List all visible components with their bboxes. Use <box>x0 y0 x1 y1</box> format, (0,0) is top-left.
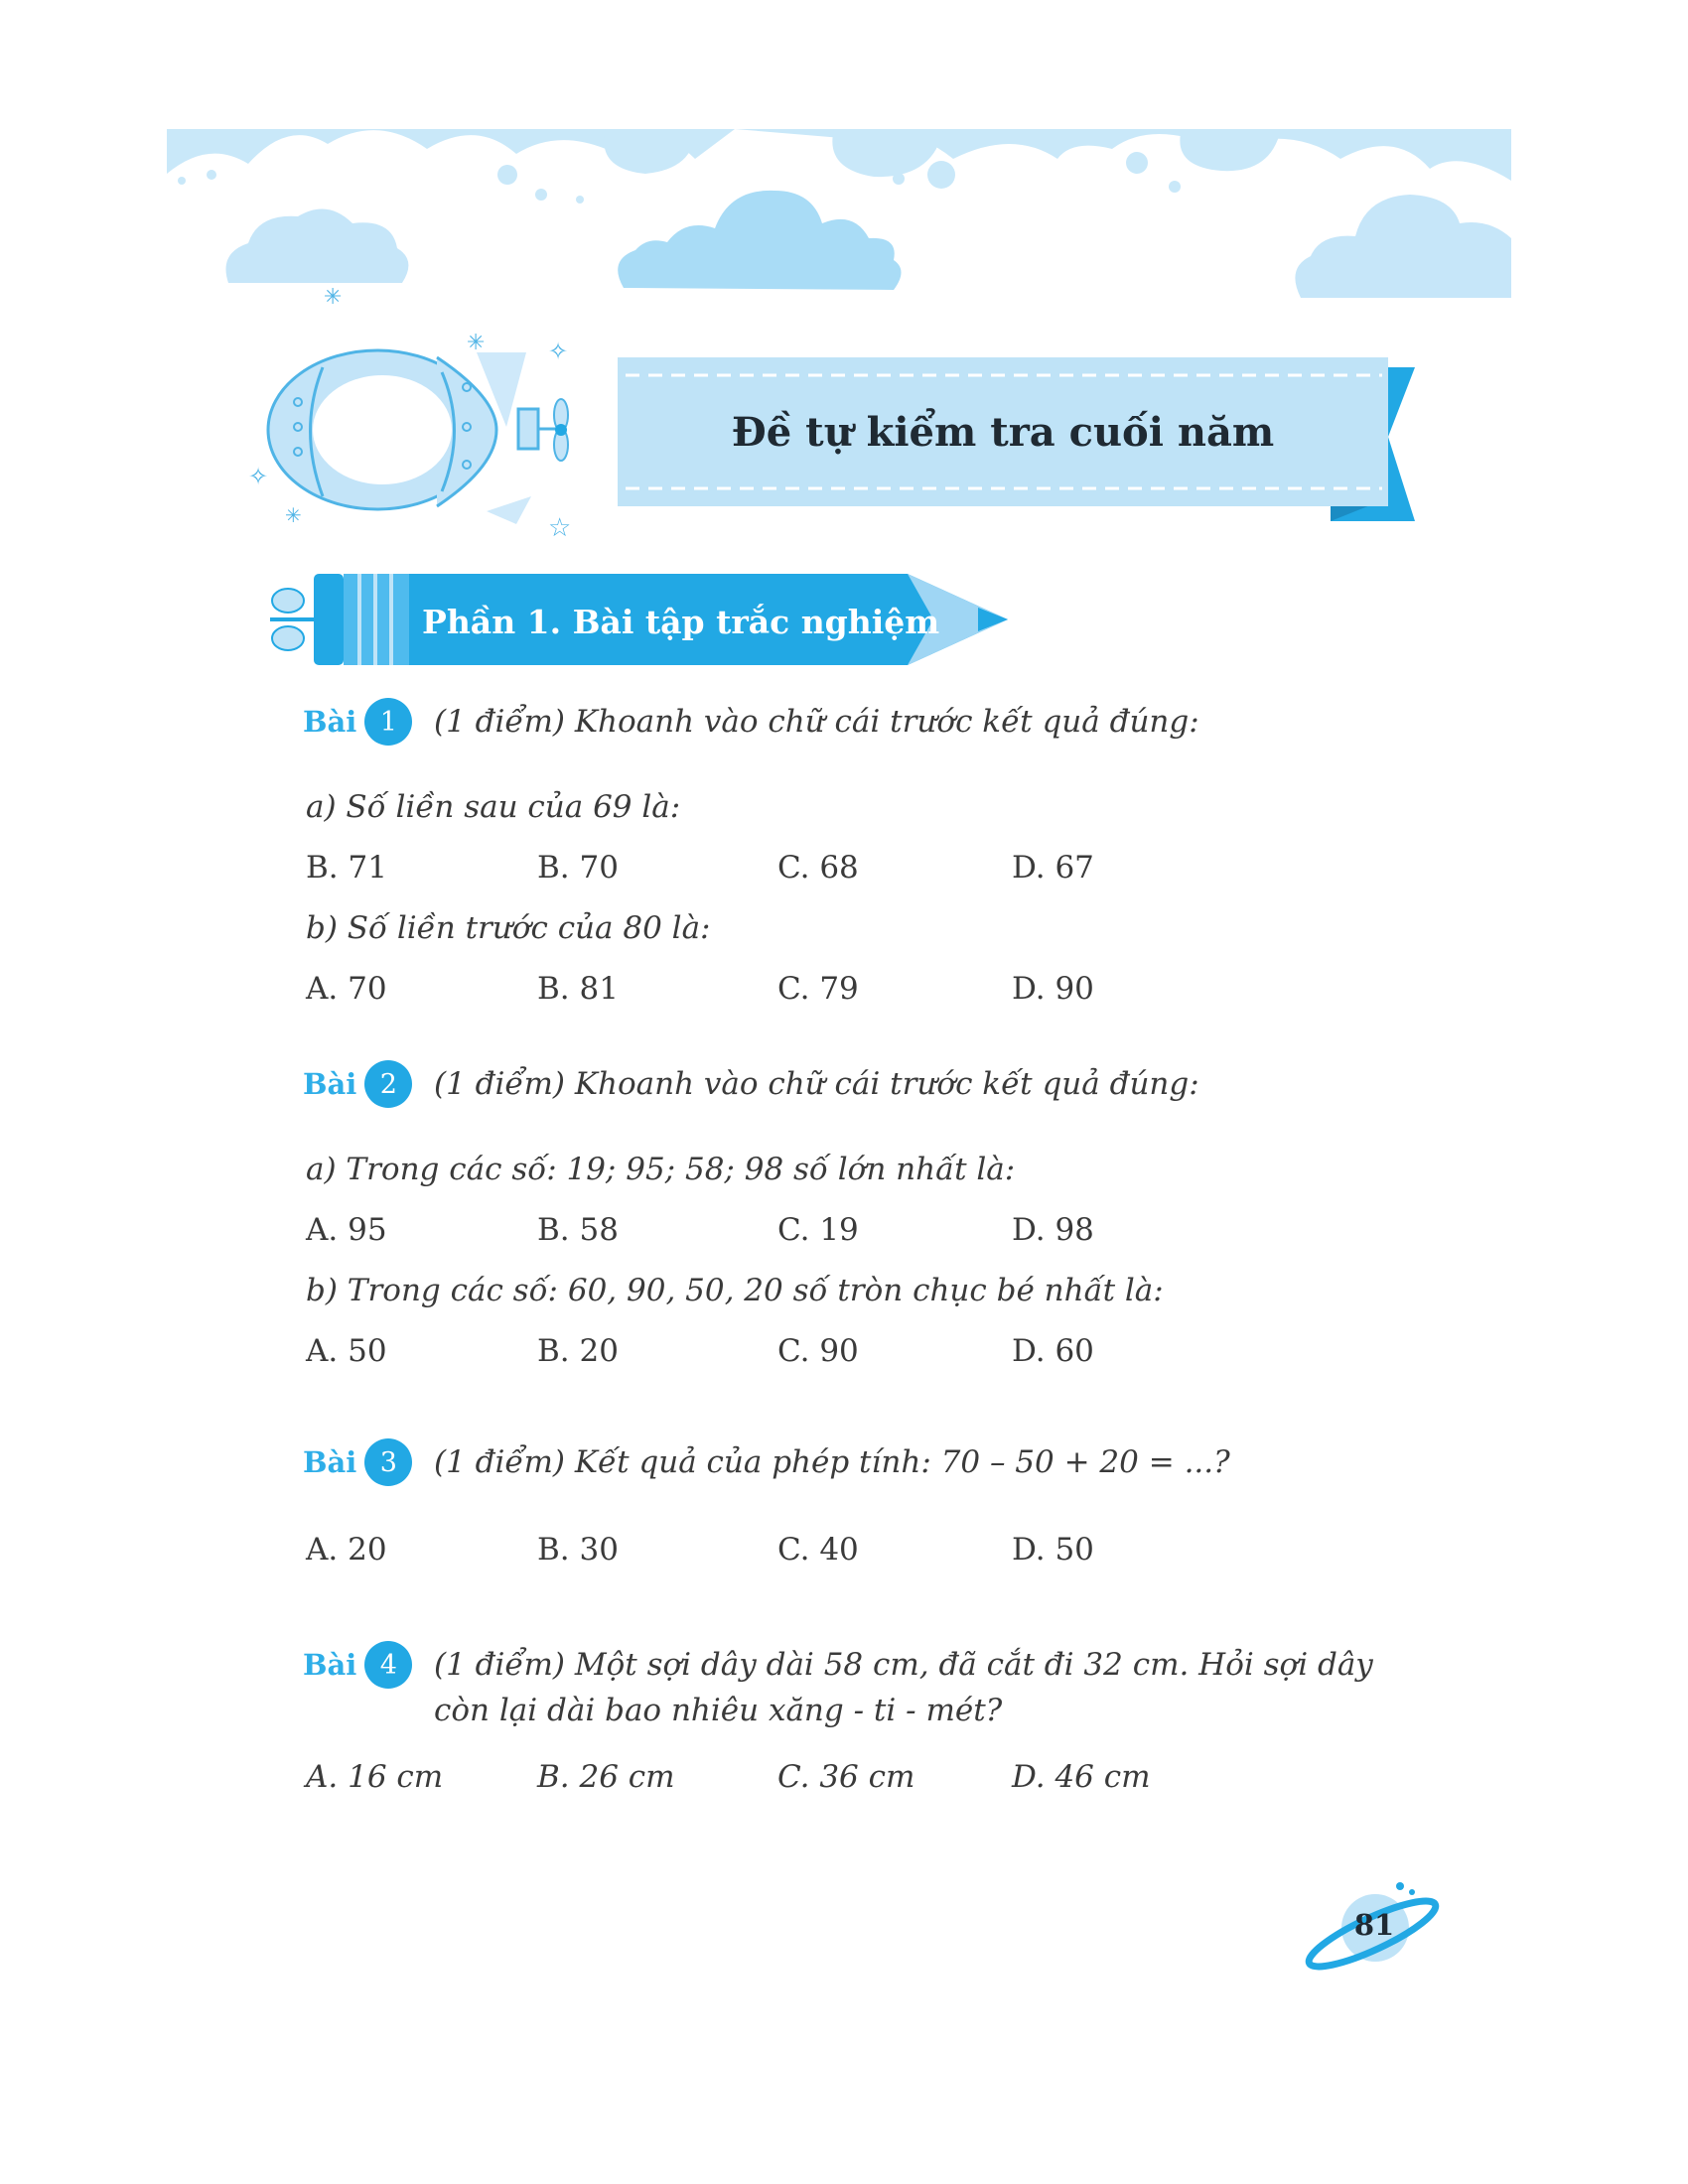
exercise-word: Bài <box>303 1445 357 1479</box>
answer-option[interactable]: C. 79 <box>777 971 859 1007</box>
answer-option[interactable]: C. 40 <box>777 1532 859 1568</box>
answer-option[interactable]: B. 26 cm <box>537 1759 675 1795</box>
exercise-word: Bài <box>303 1648 357 1682</box>
exercise-number-badge: 1 <box>364 698 412 746</box>
answer-option[interactable]: D. 46 cm <box>1012 1759 1151 1795</box>
answer-options <box>306 1532 1299 1575</box>
answer-option[interactable]: B. 71 <box>306 850 387 886</box>
page-number: 81 <box>1353 1908 1395 1942</box>
exercise-prompt: (1 điểm) Một sợi dây dài 58 cm, đã cắt đi 32 cm. Hỏi sợi dây còn lại dài bao nhiêu xăng - ti - mét? <box>434 1647 1373 1728</box>
page-title: Đề tự kiểm tra cuối năm <box>731 408 1275 456</box>
question-text: b) Trong các số: 60, 90, 50, 20 số tròn chục bé nhất là: <box>306 1273 1164 1308</box>
exercise-prompt: (1 điểm) Kết quả của phép tính: 70 – 50 + 20 = ...? <box>434 1444 1230 1480</box>
answer-options <box>306 1333 1299 1377</box>
svg-text:✳: ✳ <box>324 285 343 310</box>
exercise-word: Bài <box>303 1067 357 1101</box>
answer-option[interactable]: D. 60 <box>1012 1333 1094 1369</box>
exercise-prompt: (1 điểm) Khoanh vào chữ cái trước kết quả đúng: <box>434 704 1199 740</box>
answer-option[interactable]: B. 70 <box>537 850 619 886</box>
svg-text:✳: ✳ <box>467 331 486 355</box>
question-text: a) Trong các số: 19; 95; 58; 98 số lớn nhất là: <box>306 1152 1016 1187</box>
answer-option[interactable]: B. 30 <box>537 1532 619 1568</box>
exercise-number-badge: 2 <box>364 1060 412 1108</box>
pencil-banner <box>0 0 1688 695</box>
answer-option[interactable]: D. 90 <box>1012 971 1094 1007</box>
exercise-number-badge: 4 <box>364 1641 412 1689</box>
exercise-label-4 <box>303 1638 412 1692</box>
question-text: b) Số liền trước của 80 là: <box>306 910 711 946</box>
svg-text:✧: ✧ <box>548 338 569 365</box>
exercise-word: Bài <box>303 705 357 739</box>
answer-options <box>306 971 1299 1015</box>
answer-option[interactable]: B. 58 <box>537 1212 619 1248</box>
svg-text:✧: ✧ <box>248 463 269 490</box>
exercise-prompt: (1 điểm) Khoanh vào chữ cái trước kết quả đúng: <box>434 1066 1199 1102</box>
section-title: Phần 1. Bài tập trắc nghiệm <box>422 602 940 641</box>
answer-option[interactable]: C. 19 <box>777 1212 859 1248</box>
svg-text:✳: ✳ <box>285 503 302 527</box>
answer-option[interactable]: B. 20 <box>537 1333 619 1369</box>
answer-option[interactable]: D. 98 <box>1012 1212 1094 1248</box>
answer-option[interactable]: A. 70 <box>306 971 387 1007</box>
answer-options <box>306 1759 1299 1803</box>
answer-option[interactable]: A. 20 <box>306 1532 387 1568</box>
question-text: a) Số liền sau của 69 là: <box>306 789 681 825</box>
answer-option[interactable]: D. 67 <box>1012 850 1094 886</box>
exercise-label-2 <box>303 1057 412 1111</box>
answer-option[interactable]: C. 68 <box>777 850 859 886</box>
exercise-number-badge: 3 <box>364 1438 412 1486</box>
exercise-label-3 <box>303 1435 412 1489</box>
answer-options <box>306 850 1299 893</box>
answer-option[interactable]: C. 36 cm <box>777 1759 915 1795</box>
answer-option[interactable]: D. 50 <box>1012 1532 1094 1568</box>
answer-option[interactable]: A. 95 <box>306 1212 387 1248</box>
answer-option[interactable]: B. 81 <box>537 971 619 1007</box>
answer-option[interactable]: A. 50 <box>306 1333 387 1369</box>
answer-option[interactable]: A. 16 cm <box>306 1759 444 1795</box>
svg-text:☆: ☆ <box>548 513 572 543</box>
answer-option[interactable]: C. 90 <box>777 1333 859 1369</box>
answer-options <box>306 1212 1299 1256</box>
exercise-label-1 <box>303 695 412 749</box>
